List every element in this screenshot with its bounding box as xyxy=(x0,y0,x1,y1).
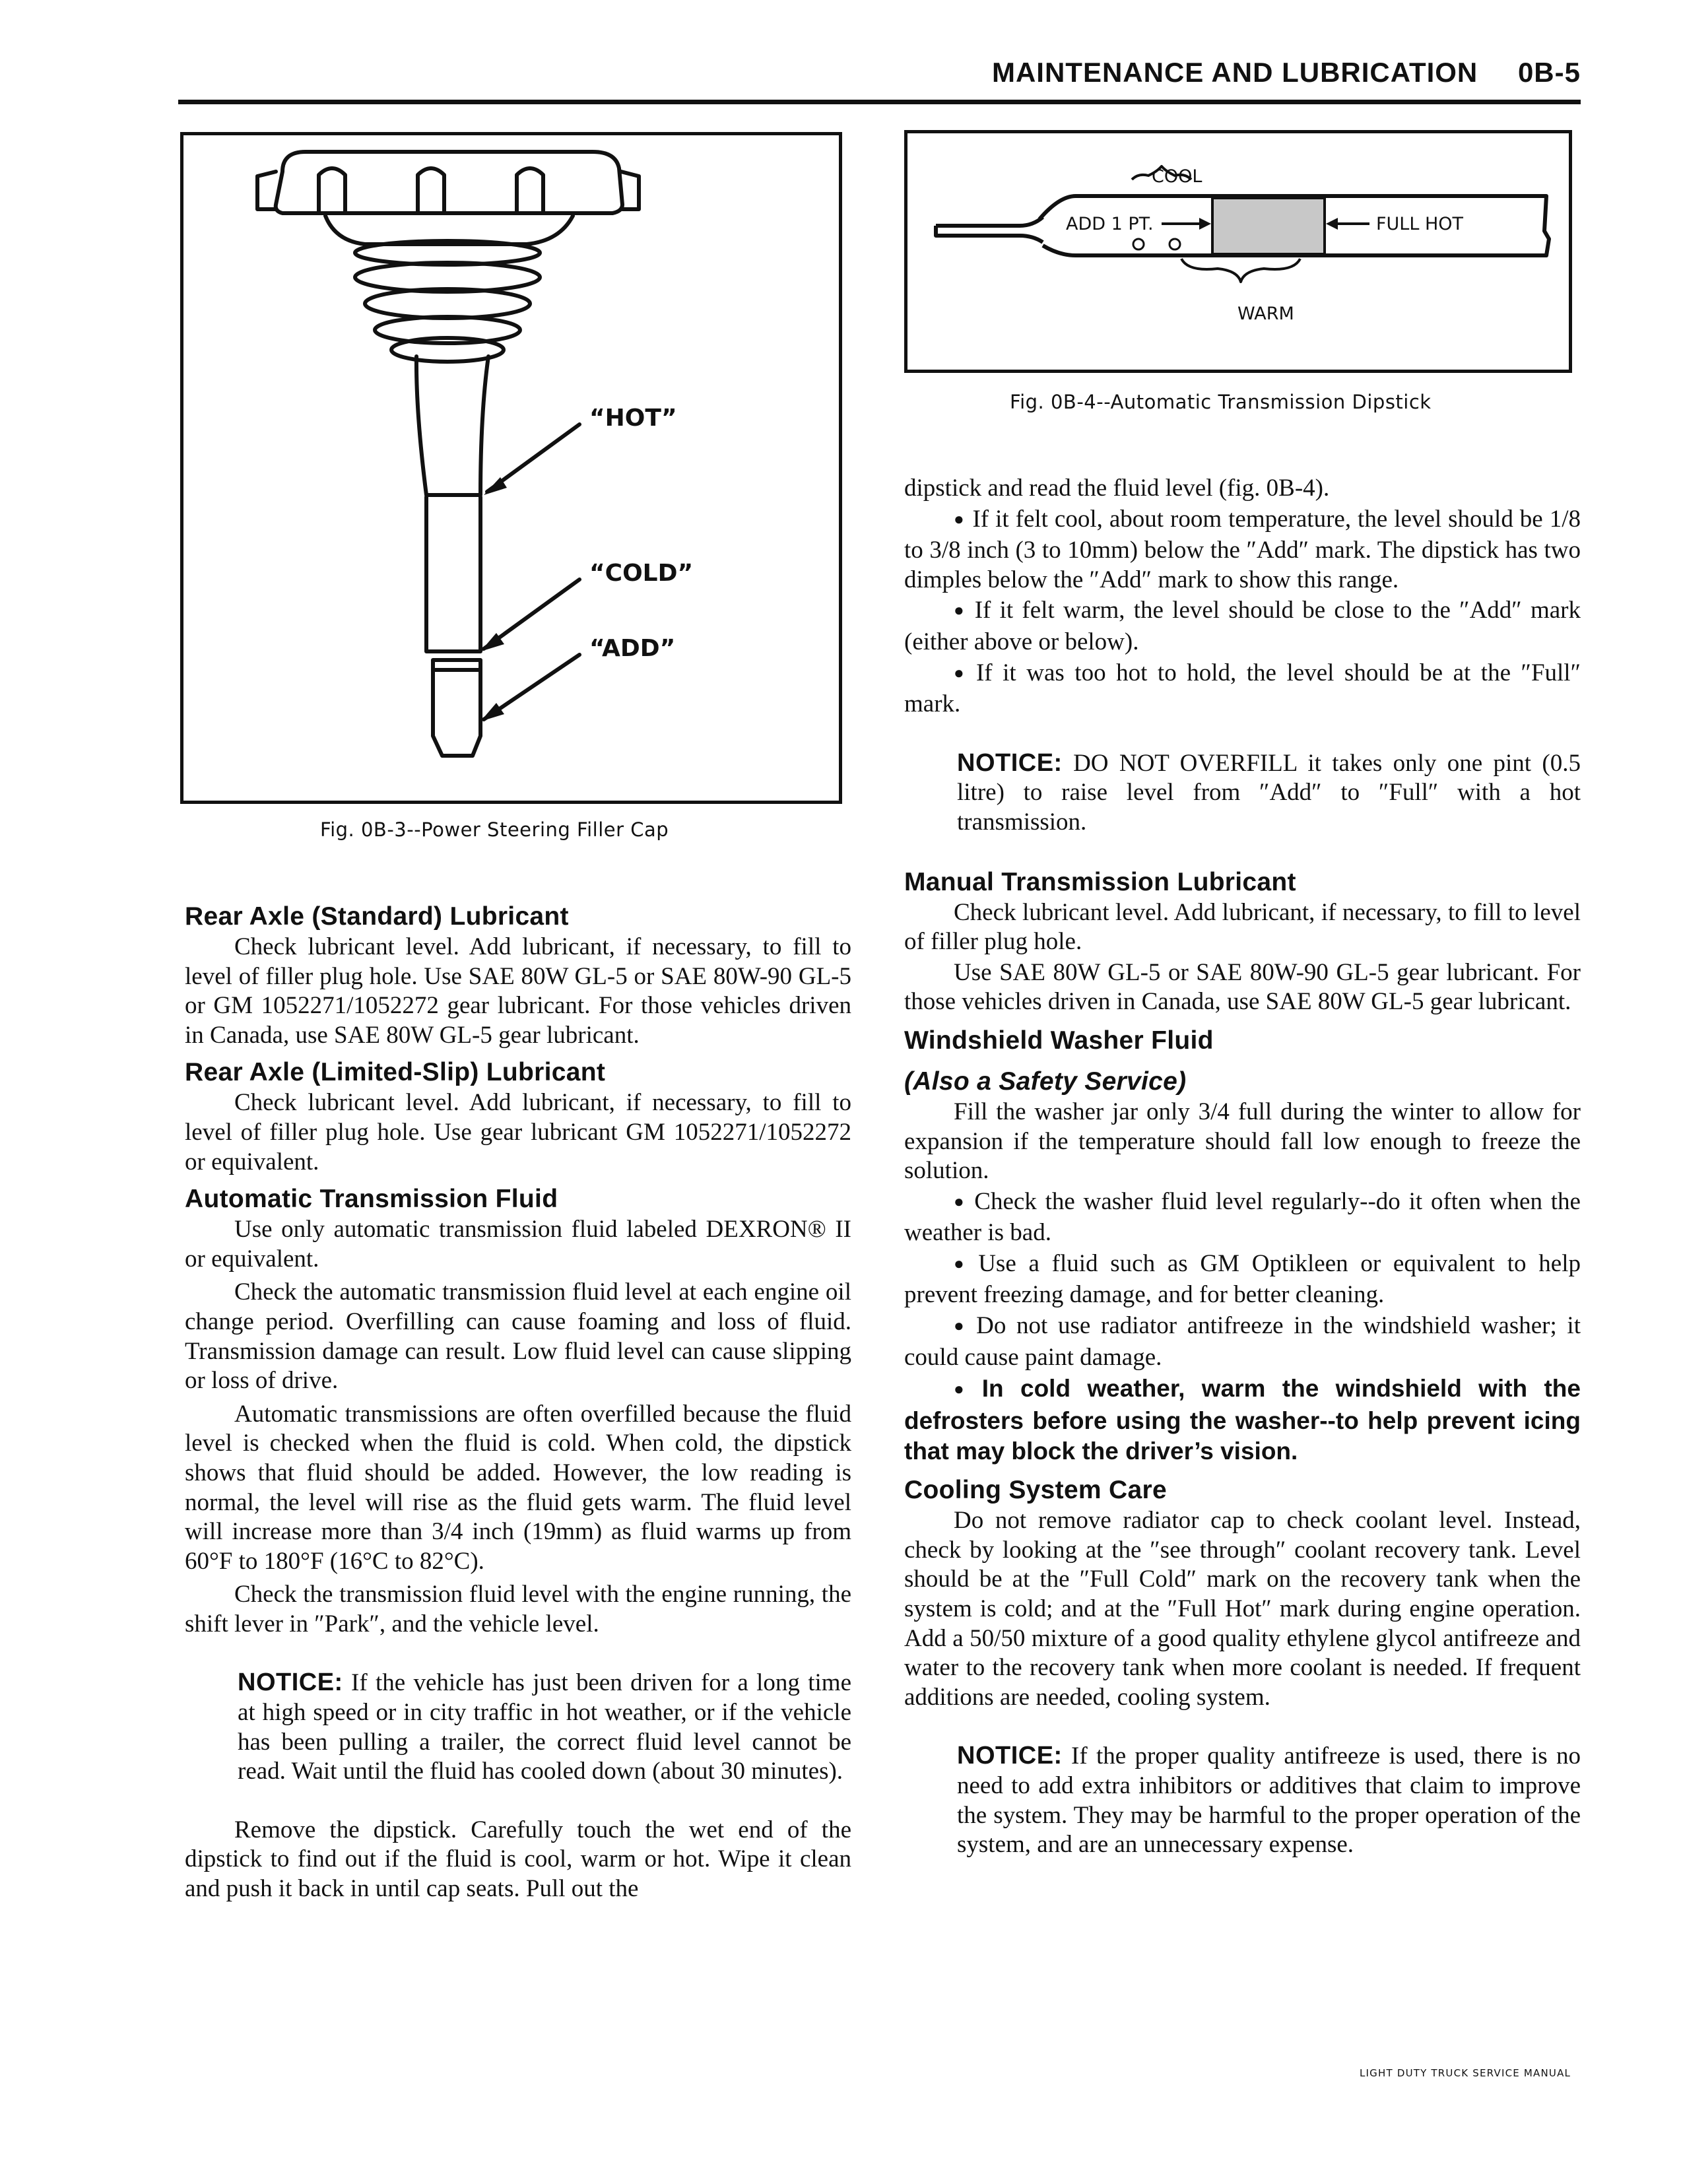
dipstick-handle xyxy=(936,217,1043,242)
cap-grip-1 xyxy=(319,168,345,213)
page-number: 0B-5 xyxy=(1517,57,1581,88)
heading-rear-axle-standard: Rear Axle (Standard) Lubricant xyxy=(185,902,569,931)
label-add-1-pt: ADD 1 PT. xyxy=(1066,214,1154,234)
page-header xyxy=(960,57,1581,88)
right-column xyxy=(904,474,1581,1860)
notice-do-not-overfill xyxy=(904,748,1581,838)
dipstick-stem-upper xyxy=(416,356,488,495)
paragraph-manual-1: Check lubricant level. Add lubricant, if necessary, to fill to level of filler plug hole. xyxy=(904,898,1581,956)
paragraph-rear-axle-limited-slip: Check lubricant level. Add lubricant, if necessary, to fill to level of filler plug hole. Use gear lubricant GM 1052271/1052272 or equivalent. xyxy=(185,1089,851,1175)
bullet-washer-optikleen: ● Use a fluid such as GM Optikleen or equivalent to help prevent freezing damage, and for better cleaning. xyxy=(904,1249,1581,1310)
bullet-washer-check: ● Check the washer fluid level regularly--do it often when the weather is bad. xyxy=(904,1187,1581,1248)
paragraph-manual-2: Use SAE 80W GL-5 or SAE 80W-90 GL-5 gear lubricant. For those vehicles driven in Canada, use SAE 80W GL-5 gear lubricant. xyxy=(904,958,1581,1016)
label-full-hot: FULL HOT xyxy=(1376,214,1464,234)
warm-brace xyxy=(1181,259,1300,282)
heading-windshield-washer: Windshield Washer Fluid xyxy=(904,1026,1214,1055)
dimple-1 xyxy=(1133,239,1144,249)
label-cool: COOL xyxy=(1152,166,1203,187)
cap-top xyxy=(276,152,622,213)
notice-text: If the vehicle has just been driven for a long time at high speed or in city traffic in hot weather, or if the vehicle has been pulling a trailer, the correct fluid level cannot be read. Wait until the fluid has cooled down (about 30 minutes). xyxy=(238,1669,851,1785)
heading-automatic-transmission-fluid: Automatic Transmission Fluid xyxy=(185,1185,558,1214)
label-hot: “HOT” xyxy=(589,405,677,432)
label-cold: “COLD” xyxy=(589,560,694,587)
notice-label: NOTICE: xyxy=(957,748,1063,777)
notice-label: NOTICE: xyxy=(957,1742,1063,1770)
paragraph-atf-3: Automatic transmissions are often overfilled because the fluid level is checked when the fluid is cold. When cold, the dipstick shows that fluid should be added. However, the low reading is normal, the level will rise as the fluid gets warm. The fluid level will increase more than 3/4 inch (19mm) as fluid warms up from 60°F to 180°F (16°C to 82°C). xyxy=(185,1400,851,1575)
dipstick-stem-tip xyxy=(433,660,480,756)
paragraph-remove-dipstick: Remove the dipstick. Carefully touch the wet end of the dipstick to find out if the fluid is cool, warm or hot. Wipe it clean and push it back in until cap seats. Pull out the xyxy=(185,1816,851,1903)
figure-power-steering-filler-cap xyxy=(180,132,842,804)
paragraph-washer: Fill the washer jar only 3/4 full during the winter to allow for expansion if the temperature should fall low enough to freeze the solution. xyxy=(904,1098,1581,1185)
warm-range-shaded xyxy=(1212,198,1325,254)
bullet-washer-antifreeze: ● Do not use radiator antifreeze in the windshield washer; it could cause paint damage. xyxy=(904,1311,1581,1372)
heading-cooling-system: Cooling System Care xyxy=(904,1476,1167,1505)
heading-manual-transmission: Manual Transmission Lubricant xyxy=(904,867,1296,896)
notice-label: NOTICE: xyxy=(238,1669,343,1697)
dimple-2 xyxy=(1170,239,1180,249)
cap-grip-2 xyxy=(418,168,444,213)
notice-text: If the proper quality antifreeze is used, there is no need to add extra inhibitors or additives that claim to improve the system. They may be harmful to the proper operation of the system, and are an unnecessary expense. xyxy=(957,1742,1581,1859)
subheading-safety-service: (Also a Safety Service) xyxy=(904,1067,1187,1096)
paragraph-atf-1: Use only automatic transmission fluid labeled DEXRON® II or equivalent. xyxy=(185,1216,851,1273)
cap-left-tab xyxy=(257,172,276,209)
dipstick-stem-middle xyxy=(426,497,480,651)
heading-rear-axle-limited-slip: Rear Axle (Limited-Slip) Lubricant xyxy=(185,1058,606,1087)
section-title: MAINTENANCE AND LUBRICATION xyxy=(991,57,1478,88)
footer-manual-title: LIGHT DUTY TRUCK SERVICE MANUAL xyxy=(1360,2067,1571,2079)
figure-transmission-dipstick xyxy=(904,130,1572,373)
dipstick-illustration xyxy=(907,133,1569,370)
paragraph-dipstick-continuation: dipstick and read the fluid level (fig. 0B-4). xyxy=(904,475,1330,502)
filler-cap-illustration xyxy=(183,135,839,801)
notice-antifreeze xyxy=(904,1741,1581,1859)
paragraph-atf-2: Check the automatic transmission fluid level at each engine oil change period. Overfilling can cause foaming and loss of fluid. Transmission damage can result. Low fluid level can cause slipping or loss of drive. xyxy=(185,1278,851,1395)
paragraph-atf-4: Check the transmission fluid level with the engine running, the shift lever in ″Park″, and the vehicle level. xyxy=(185,1581,851,1638)
bullet-cool: ● If it felt cool, about room temperature, the level should be 1/8 to 3/8 inch (3 to 10mm) below the ″Add″ mark. The dipstick has two dimples below the ″Add″ mark to show this range. xyxy=(904,505,1581,595)
header-rule xyxy=(178,100,1581,104)
figure-caption-0b-3: Fig. 0B-3--Power Steering Filler Cap xyxy=(320,818,669,841)
bullet-warm: ● If it felt warm, the level should be close to the ″Add″ mark (either above or below). xyxy=(904,596,1581,657)
figure-caption-0b-4: Fig. 0B-4--Automatic Transmission Dipstick xyxy=(1010,391,1432,413)
label-warm: WARM xyxy=(1237,304,1294,324)
paragraph-cooling: Do not remove radiator cap to check coolant level. Instead, check by looking at the ″see through″ coolant recovery tank. Level should be at the ″Full Cold″ mark on the recovery tank when the system is cold; and at the ″Full Hot″ mark during engine operation. Add a 50/50 mixture of a good quality ethylene glycol antifreeze and water to the recovery tank when more coolant is needed. If frequent additions are needed, cooling system. xyxy=(904,1507,1581,1711)
bullet-hot: ● If it was too hot to hold, the level should be at the ″Full″ mark. xyxy=(904,659,1581,719)
paragraph-rear-axle-standard: Check lubricant level. Add lubricant, if necessary, to fill to level of filler plug hole. Use SAE 80W GL-5 or SAE 80W-90 GL-5 or GM 1052271/1052272 gear lubricant. For those vehicles driven in Canada, use SAE 80W GL-5 gear lubricant. xyxy=(185,933,851,1049)
label-add: “ADD” xyxy=(589,635,676,662)
left-column xyxy=(185,901,851,1904)
bullet-cold-weather-warning: ● In cold weather, warm the windshield with the defrosters before using the washer--to help prevent icing that may block the driver’s vision. xyxy=(904,1373,1581,1467)
cap-grip-3 xyxy=(517,168,543,213)
notice-atf-hot xyxy=(185,1668,851,1786)
notice-text: DO NOT OVERFILL it takes only one pint (0.5 litre) to raise level from ″Add″ to ″Full″ with a hot transmission. xyxy=(957,749,1581,836)
